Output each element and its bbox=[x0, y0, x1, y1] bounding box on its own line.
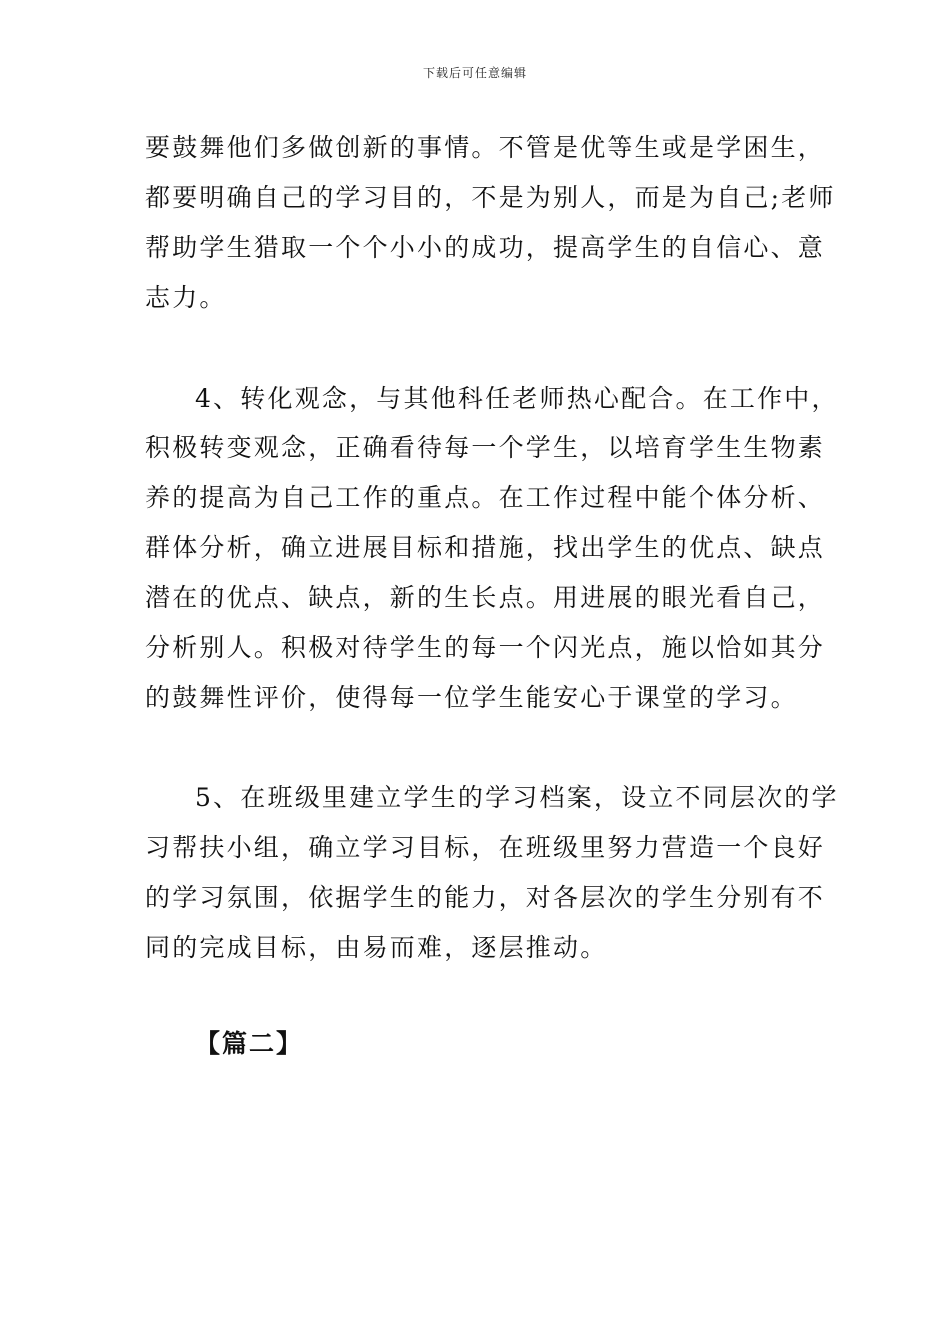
paragraph-3-line-3: 的学习氛围，依据学生的能力，对各层次的学生分别有不 bbox=[145, 883, 826, 912]
paragraph-1-line-2: 都要明确自己的学习目的，不是为别人，而是为自己;老师 bbox=[145, 183, 836, 212]
page-header-note: 下载后可任意编辑 bbox=[422, 66, 527, 80]
paragraph-2-line-2: 积极转变观念，正确看待每一个学生，以培育学生生物素 bbox=[145, 433, 826, 462]
paragraph-2-line-3: 养的提高为自己工作的重点。在工作过程中能个体分析、 bbox=[145, 483, 826, 512]
paragraph-2-line-4: 群体分析，确立进展目标和措施，找出学生的优点、缺点 bbox=[145, 533, 826, 562]
paragraph-3-line-2: 习帮扶小组，确立学习目标，在班级里努力营造一个良好 bbox=[145, 833, 826, 862]
paragraph-2-line-6: 分析别人。积极对待学生的每一个闪光点，施以恰如其分 bbox=[145, 633, 826, 662]
paragraph-1-line-4: 志力。 bbox=[145, 283, 227, 312]
paragraph-3-line-1: 5、在班级里建立学生的学习档案，设立不同层次的学 bbox=[195, 783, 839, 812]
paragraph-2-line-7: 的鼓舞性评价，使得每一位学生能安心于课堂的学习。 bbox=[145, 683, 798, 712]
paragraph-2-line-1: 4、转化观念，与其他科任老师热心配合。在工作中， bbox=[195, 384, 839, 413]
paragraph-3-line-4: 同的完成目标，由易而难，逐层推动。 bbox=[145, 933, 608, 962]
paragraph-2-line-5: 潜在的优点、缺点，新的生长点。用进展的眼光看自己， bbox=[145, 583, 826, 612]
paragraph-1-line-3: 帮助学生猎取一个个小小的成功，提高学生的自信心、意 bbox=[145, 233, 826, 262]
paragraph-1-line-1: 要鼓舞他们多做创新的事情。不管是优等生或是学困生， bbox=[145, 133, 826, 162]
section-title: 【篇二】 bbox=[195, 1029, 304, 1058]
